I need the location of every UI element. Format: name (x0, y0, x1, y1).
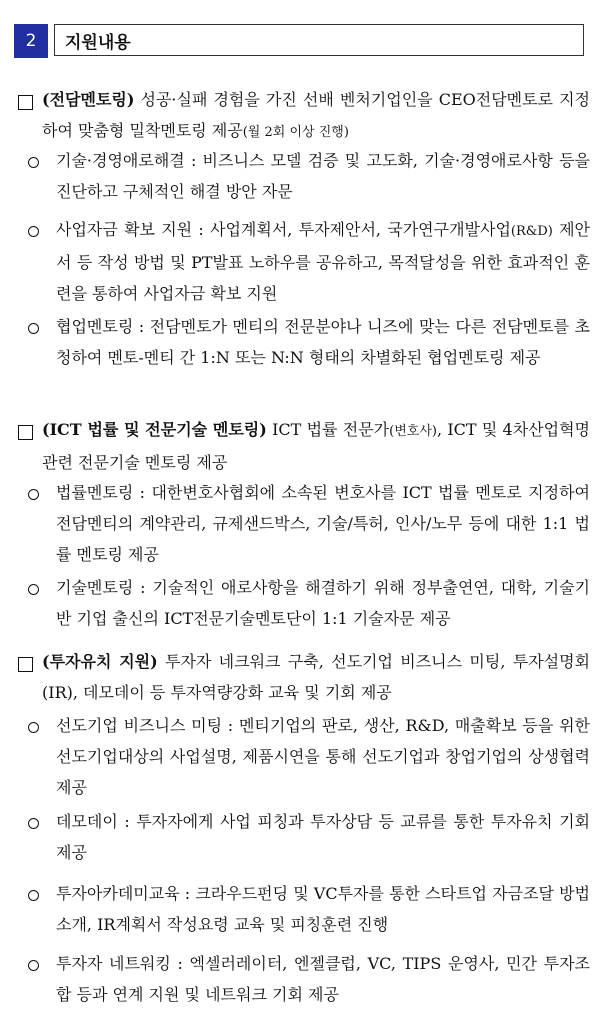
list-item-text: 사업자금 확보 지원 : 사업계획서, 투자제안서, 국가연구개발사업 (56, 220, 511, 239)
list-item (56, 214, 590, 309)
list-item: 투자아카데미교육 : 크라우드펀딩 및 VC투자를 통한 스타트업 자금조달 방법 소개, IR계획서 작성요령 교육 및 피칭훈련 진행 (56, 884, 590, 934)
heading-ict: (ICT 법률 및 전문기술 멘토링) (42, 420, 267, 439)
list-item: 기술·경영애로해결 : 비즈니스 모델 검증 및 고도화, 기술·경영애로사항 등을 진단하고 구체적인 해결 방안 자문 (56, 151, 590, 201)
circle-bullet-icon (28, 818, 39, 829)
text-ict: ICT 법률 전문가 (266, 420, 390, 439)
text-mentoring: 성공·실패 경험을 가진 선배 벤처기업인을 CEO전담멘토로 지정하여 맞춤형 밀착멘토링 제공 (42, 90, 590, 140)
checkbox-square-icon (18, 95, 33, 110)
list-item-small: (R&D) (510, 224, 553, 239)
list-item: 선도기업 비즈니스 미팅 : 멘티기업의 판로, 생산, R&D, 매출확보 등을 위한 선도기업대상의 사업설명, 제품시연을 통해 선도기업과 창업기업의 상생협력 제공 (56, 716, 590, 797)
list-item: 기술멘토링 : 기술적인 애로사항을 해결하기 위해 정부출연연, 대학, 기술기반 기업 출신의 ICT전문기술멘토단이 1:1 기술자문 제공 (56, 578, 590, 628)
note-mentoring: (월 2회 이상 진행) (242, 125, 349, 140)
list-item-text2: 제안서 등 작성 방법 및 PT발표 노하우를 공유하고, 목적달성을 위한 효과적인 훈련을 통하여 사업자금 확보 지원 (56, 220, 591, 303)
heading-investment: (투자유치 지원) (42, 652, 158, 671)
checkbox-square-icon (18, 657, 33, 672)
checkbox-square-icon (18, 425, 33, 440)
section-number: 2 (14, 24, 48, 58)
section-title: 지원내용 (54, 24, 584, 56)
circle-bullet-icon (28, 226, 39, 237)
text-investment: 투자자 네크워크 구축, 선도기업 비즈니스 미팅, 투자설명회(IR), 데모데이 등 투자역량강화 교육 및 기회 제공 (42, 652, 591, 702)
list-item: 법률멘토링 : 대한변호사협회에 소속된 변호사를 ICT 법률 멘토로 지정하여 전담멘티의 계약관리, 규제샌드박스, 기술/특허, 인사/노무 등에 대한 1:1 법률 멘토링 제공 (56, 483, 590, 564)
list-item: 협업멘토링 : 전담멘토가 멘티의 전문분야나 니즈에 맞는 다른 전담멘토를 초청하여 멘토-멘티 간 1:N 또는 N:N 형태의 차별화된 협업멘토링 제공 (56, 317, 590, 367)
circle-bullet-icon (28, 157, 39, 168)
paragraph-ict (42, 414, 590, 478)
circle-bullet-icon (28, 960, 39, 971)
paragraph-mentoring (42, 84, 590, 148)
text2-ict: , ICT 및 4차산업혁명 관련 전문기술 멘토링 제공 (42, 420, 590, 472)
circle-bullet-icon (28, 584, 39, 595)
circle-bullet-icon (28, 890, 39, 901)
heading-mentoring: (전담멘토링) (42, 90, 135, 109)
section-header (14, 24, 586, 58)
list-item: 투자자 네트워킹 : 엑셀러레이터, 엔젤클럽, VC, TIPS 운영사, 민간 투자조합 등과 연계 지원 및 네트워크 기회 제공 (56, 954, 590, 1004)
note-ict: (변호사) (389, 424, 437, 439)
paragraph-investment (42, 646, 590, 708)
circle-bullet-icon (28, 722, 39, 733)
circle-bullet-icon (28, 323, 39, 334)
list-item: 데모데이 : 투자자에게 사업 피칭과 투자상담 등 교류를 통한 투자유치 기회 제공 (56, 812, 590, 862)
circle-bullet-icon (28, 489, 39, 500)
